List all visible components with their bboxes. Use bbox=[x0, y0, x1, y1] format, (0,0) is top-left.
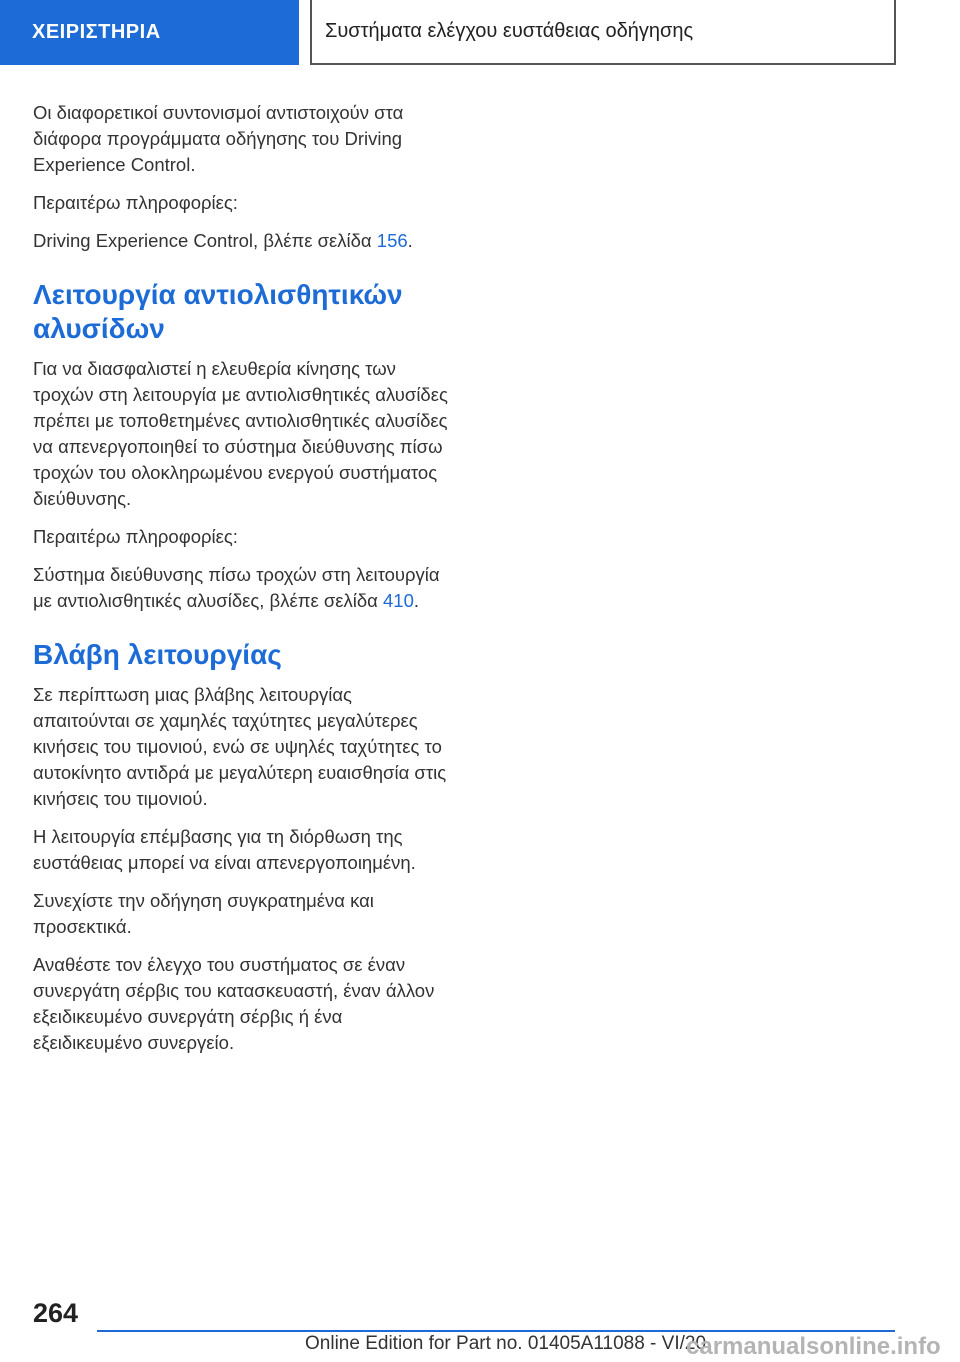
page-content bbox=[33, 100, 453, 1068]
intro-reference-end: . bbox=[407, 230, 413, 251]
page-link-156[interactable]: 156 bbox=[376, 230, 408, 251]
header-chapter-title: Συστήματα ελέγχου ευστάθειας οδήγησης bbox=[325, 20, 694, 42]
malfunction-paragraph-3: Συνεχίστε την οδήγηση συγκρατημένα και προσεκτικά. bbox=[33, 890, 374, 937]
header-chapter bbox=[311, 0, 896, 65]
page-number: 264 bbox=[33, 1298, 79, 1328]
malfunction-paragraph-2: Η λειτουργία επέμβασης για τη διόρθωση της ευστάθειας μπορεί να είναι απενεργοποιημένη. bbox=[33, 826, 416, 873]
snow-chains-heading: Λειτουργία αντιολισθητικών αλυσίδων bbox=[33, 279, 403, 344]
intro-more-info: Περαιτέρω πληροφορίες: bbox=[33, 192, 238, 213]
snow-chains-reference bbox=[33, 562, 453, 614]
intro-reference-text: Driving Experience Control, βλέπε σελίδα bbox=[33, 230, 377, 251]
snow-chains-paragraph: Για να διασφαλιστεί η ελευθερία κίνησης των τροχών στη λειτουργία με αντιολισθητικές αλυσίδες πρέπει με τοποθετημένες αντιολισθητικές αλυσίδες να απενεργοποιηθεί το σύστημα διεύθυνσης πίσω τροχών του ολοκληρωμένου ενεργού συστήματος διεύθυνσης. bbox=[33, 358, 448, 509]
snow-chains-more-info: Περαιτέρω πληροφορίες: bbox=[33, 526, 238, 547]
malfunction-heading: Βλάβη λειτουργίας bbox=[33, 639, 282, 670]
snow-chains-reference-text: Σύστημα διεύθυνσης πίσω τροχών στη λειτουργία με αντιολισθητικές αλυσίδες, βλέπε σελίδα bbox=[33, 564, 440, 611]
intro-paragraph: Οι διαφορετικοί συντονισμοί αντιστοιχούν στα διάφορα προγράμματα οδήγησης του Driving Experience Control. bbox=[33, 102, 404, 175]
snow-chains-reference-end: . bbox=[413, 590, 420, 611]
header-section-tab bbox=[0, 0, 299, 65]
malfunction-paragraph-1: Σε περίπτωση μιας βλάβης λειτουργίας απαιτούνται σε χαμηλές ταχύτητες μεγαλύτερες κινήσεις του τιμονιού, ενώ σε υψηλές ταχύτητες το αυτοκίνητο αντιδρά με μεγαλύτερη ευαισθησία στις κινήσεις του τιμονιού. bbox=[33, 684, 447, 809]
malfunction-paragraph-4: Αναθέστε τον έλεγχο του συστήματος σε έναν συνεργάτη σέρβις του κατασκευαστή, έναν άλλον εξειδικευμένο συνεργάτη σέρβις ή ένα εξειδικευμένο συνεργείο. bbox=[33, 954, 435, 1053]
page-link-410[interactable]: 410 bbox=[383, 590, 414, 611]
footer-divider bbox=[97, 1330, 895, 1332]
watermark: carmanualsonline.info bbox=[686, 1333, 941, 1360]
header-section-title: ΧΕΙΡΙΣΤΗΡΙΑ bbox=[32, 21, 161, 43]
intro-reference bbox=[33, 228, 453, 254]
footer-edition: Online Edition for Part no. 01405A11088 - VI/20 bbox=[305, 1333, 707, 1354]
